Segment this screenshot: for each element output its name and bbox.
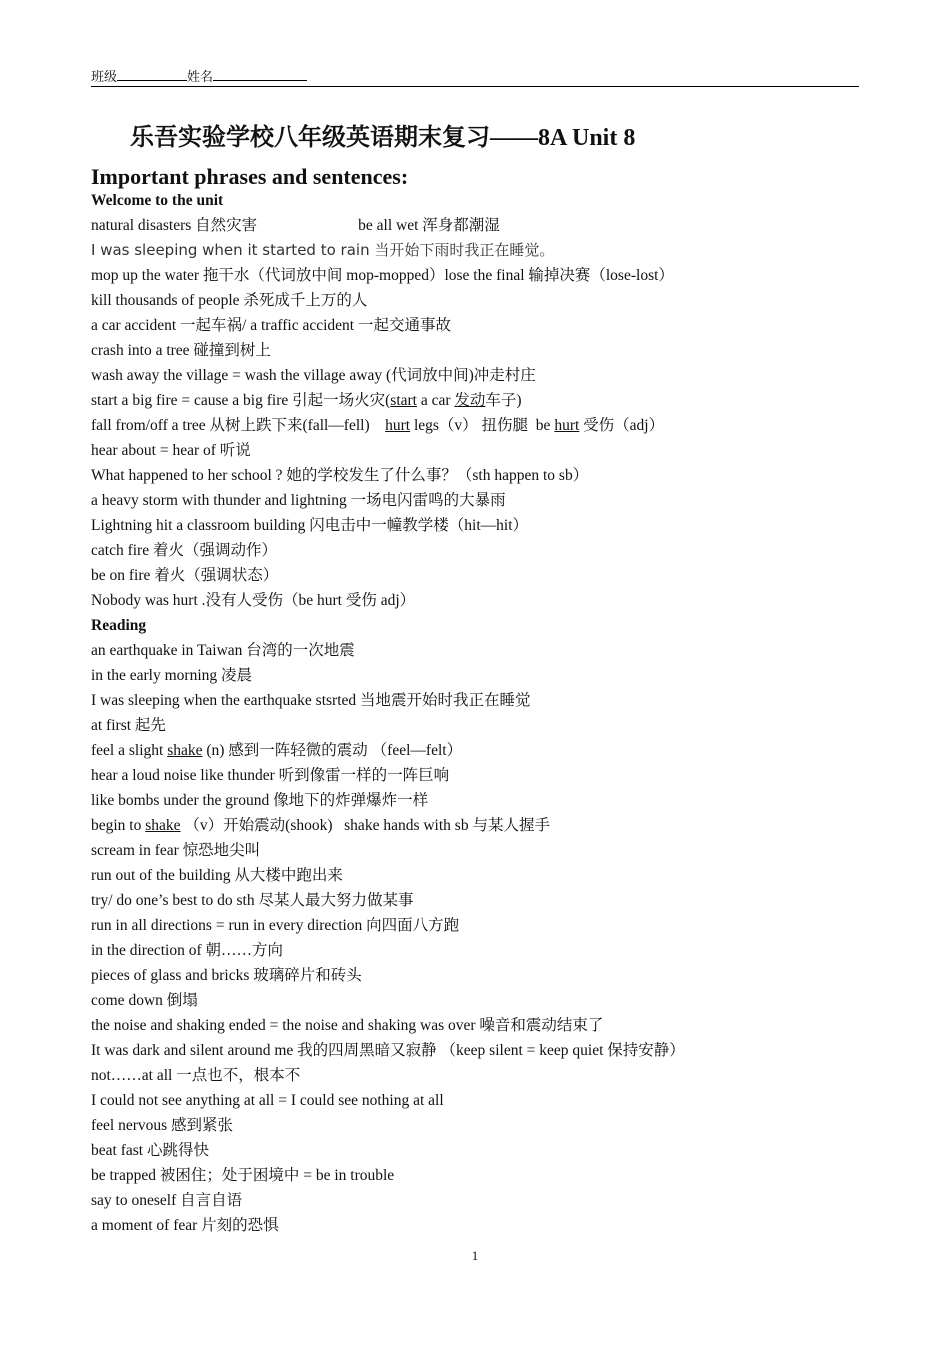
- name-blank: [213, 66, 307, 81]
- page-title: 乐吾实验学校八年级英语期末复习——8A Unit 8: [130, 125, 636, 151]
- list-item: catch fire 着火（强调动作）: [91, 542, 277, 559]
- list-item: kill thousands of people 杀死成千上万的人: [91, 292, 368, 309]
- list-item: say to oneself 自言自语: [91, 1192, 243, 1209]
- list-item: feel nervous 感到紧张: [91, 1117, 234, 1134]
- list-item: What happened to her school ? 她的学校发生了什么事？（sth happen to sb）: [91, 467, 589, 484]
- list-item: run out of the building 从大楼中跑出来: [91, 867, 343, 884]
- list-item: like bombs under the ground 像地下的炸弹爆炸一样: [91, 792, 429, 809]
- list-item: hear about = hear of 听说: [91, 442, 251, 459]
- phrase-list: [91, 188, 871, 1238]
- student-info-header: [91, 66, 859, 87]
- list-item: in the early morning 凌晨: [91, 667, 252, 684]
- list-item: hear a loud noise like thunder 听到像雷一样的一阵巨响: [91, 767, 450, 784]
- list-item: Lightning hit a classroom building 闪电击中一幢教学楼（hit—hit）: [91, 517, 528, 534]
- list-item: feel a slight shake (n) 感到一阵轻微的震动 （feel—felt）: [91, 742, 463, 759]
- list-item: the noise and shaking ended = the noise and shaking was over 噪音和震动结束了: [91, 1017, 604, 1034]
- list-item: crash into a tree 碰撞到树上: [91, 342, 271, 359]
- list-item: fall from/off a tree 从树上跌下来(fall—fell) hurt legs（v） 扭伤腿 be hurt 受伤（adj）: [91, 417, 665, 434]
- list-item: be on fire 着火（强调状态）: [91, 567, 279, 584]
- list-item: mop up the water 拖干水（代词放中间 mop-mopped）lose the final 输掉决赛（lose-lost）: [91, 267, 674, 284]
- page-subtitle: Important phrases and sentences:: [91, 164, 409, 189]
- list-item: I could not see anything at all = I could see nothing at all: [91, 1092, 444, 1109]
- list-item: an earthquake in Taiwan 台湾的一次地震: [91, 642, 355, 659]
- section-heading-reading: Reading: [91, 617, 147, 634]
- class-blank: [117, 66, 187, 81]
- list-item: I was sleeping when the earthquake stsrted 当地震开始时我正在睡觉: [91, 692, 531, 709]
- page-number: 1: [471, 1248, 479, 1263]
- name-label: 姓名: [187, 69, 214, 84]
- list-item: begin to shake （v）开始震动(shook) shake hands with sb 与某人握手: [91, 817, 550, 834]
- section-heading-welcome: Welcome to the unit: [91, 192, 224, 209]
- list-item: It was dark and silent around me 我的四周黑暗又寂静 （keep silent = keep quiet 保持安静）: [91, 1042, 685, 1059]
- list-item: at first 起先: [91, 717, 166, 734]
- list-item: a moment of fear 片刻的恐惧: [91, 1217, 279, 1234]
- list-item: I was sleeping when it started to rain 当开始下雨时我正在睡觉。: [91, 241, 555, 259]
- list-item: scream in fear 惊恐地尖叫: [91, 842, 261, 859]
- list-item: not……at all 一点也不，根本不: [91, 1067, 301, 1084]
- list-item: be trapped 被困住；处于困境中 = be in trouble: [91, 1167, 395, 1184]
- list-item: run in all directions = run in every direction 向四面八方跑: [91, 917, 460, 934]
- list-item: a car accident 一起车祸/ a traffic accident 一起交通事故: [91, 317, 451, 334]
- list-item: try/ do one’s best to do sth 尽某人最大努力做某事: [91, 892, 414, 909]
- list-item: come down 倒塌: [91, 992, 198, 1009]
- list-item: natural disasters 自然灾害 be all wet 浑身都潮湿: [91, 217, 500, 234]
- list-item: wash away the village = wash the village away (代词放中间)冲走村庄: [91, 367, 536, 384]
- list-item: Nobody was hurt .没有人受伤（be hurt 受伤 adj）: [91, 592, 416, 609]
- list-item: pieces of glass and bricks 玻璃碎片和砖头: [91, 967, 362, 984]
- class-label: 班级: [91, 69, 118, 84]
- list-item: start a big fire = cause a big fire 引起一场火灾(start a car 发动车子): [91, 392, 522, 409]
- list-item: in the direction of 朝……方向: [91, 942, 283, 959]
- list-item: beat fast 心跳得快: [91, 1142, 209, 1159]
- list-item: a heavy storm with thunder and lightning 一场电闪雷鸣的大暴雨: [91, 492, 506, 509]
